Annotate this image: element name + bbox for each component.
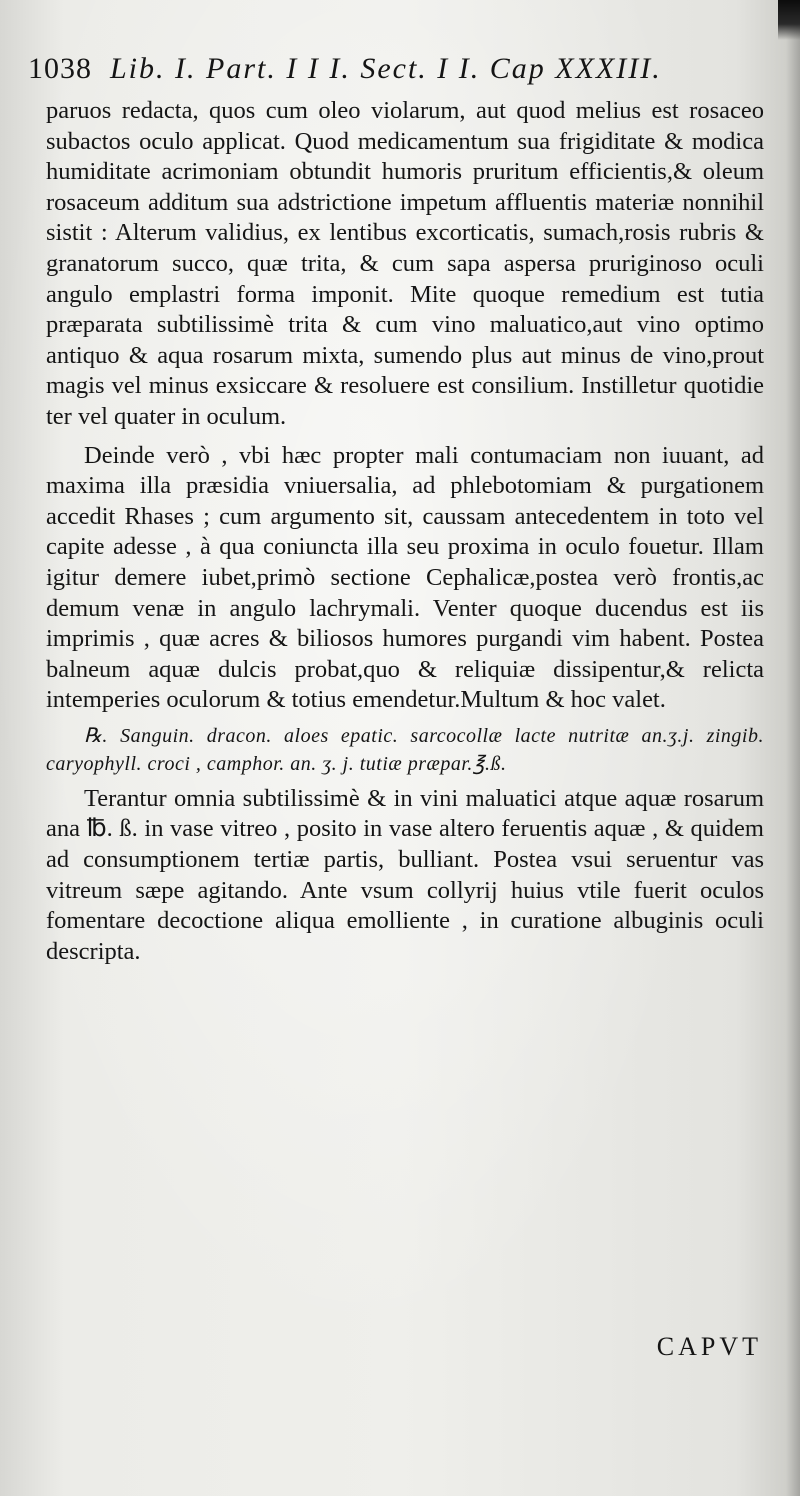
paragraph-3: Terantur omnia subtilissimè & in vini maluatici atque aquæ rosarum ana ℔. ß. in vase vitreo , posito in vase altero feruentis aquæ , & quidem ad consumptionem tertiæ partis, bulliant. Postea vsui seruentur vas vitreum sæpe agitando. Ante vsum collyrij huius vtile fuerit oculos fomentare decoctione aliqua emolliente , in curatione albuginis oculi descripta. — [46, 784, 764, 965]
page-number: 1038 — [28, 52, 92, 85]
recipe-prescription: ℞. Sanguin. dracon. aloes epatic. sarcocollæ lacte nutritæ an.ʒ.j. zingib. caryophyll. croci , camphor. an. ʒ. j. tutiæ præpar.℥.ß. — [46, 724, 764, 775]
page-corner-shadow — [778, 0, 800, 40]
catchword: CAPVT — [656, 1332, 762, 1361]
paragraph-1: paruos redacta, quos cum oleo violarum, aut quod melius est rosaceo subactos oculo applicat. Quod medicamentum sua frigiditate & modica humiditate acrimoniam obtundit humoris pruritum efficientis,& oleum rosaceum additum sua adstrictione impetum affluentis materiæ nonnihil sistit : Alterum validius, ex lentibus excorticatis, sumach,rosis rubris & granatorum succo, quæ trita, & cum sapa aspersa pruriginoso oculi angulo emplastri forma imponit. Mite quoque remedium est tutia præparata subtilissimè trita & cum vino maluatico,aut vino optimo antiquo & aqua rosarum mixta, sumendo plus aut minus de vino,prout magis vel minus exsiccare & resoluere est consilium. Instilletur quotidie ter vel quater in oculum. — [46, 97, 764, 430]
running-head — [28, 52, 768, 96]
paragraph-2: Deinde verò , vbi hæc propter mali contumaciam non iuuant, ad maxima illa præsidia vniuersalia, ad phlebotomiam & purgationem accedit Rhases ; cum argumento sit, caussam antecedentem in toto vel capite adesse , à qua coniuncta illa seu proxima in oculo fouetur. Illam igitur demere iubet,primò sectione Cephalicæ,postea verò frontis,ac demum venæ in angulo lachrymali. Venter quoque ducendus est iis imprimis , quæ acres & biliosos humores purgandi vim habent. Postea balneum aquæ dulcis probat,quo & reliquiæ dissipentur,& relicta intemperies oculorum & totius emendetur.Multum & hoc valet. — [46, 441, 764, 714]
main-text — [46, 96, 764, 967]
page-edge-shadow — [786, 0, 800, 1496]
running-title: Lib. I. Part. I I I. Sect. I I. Cap XXXIII. — [110, 52, 662, 85]
